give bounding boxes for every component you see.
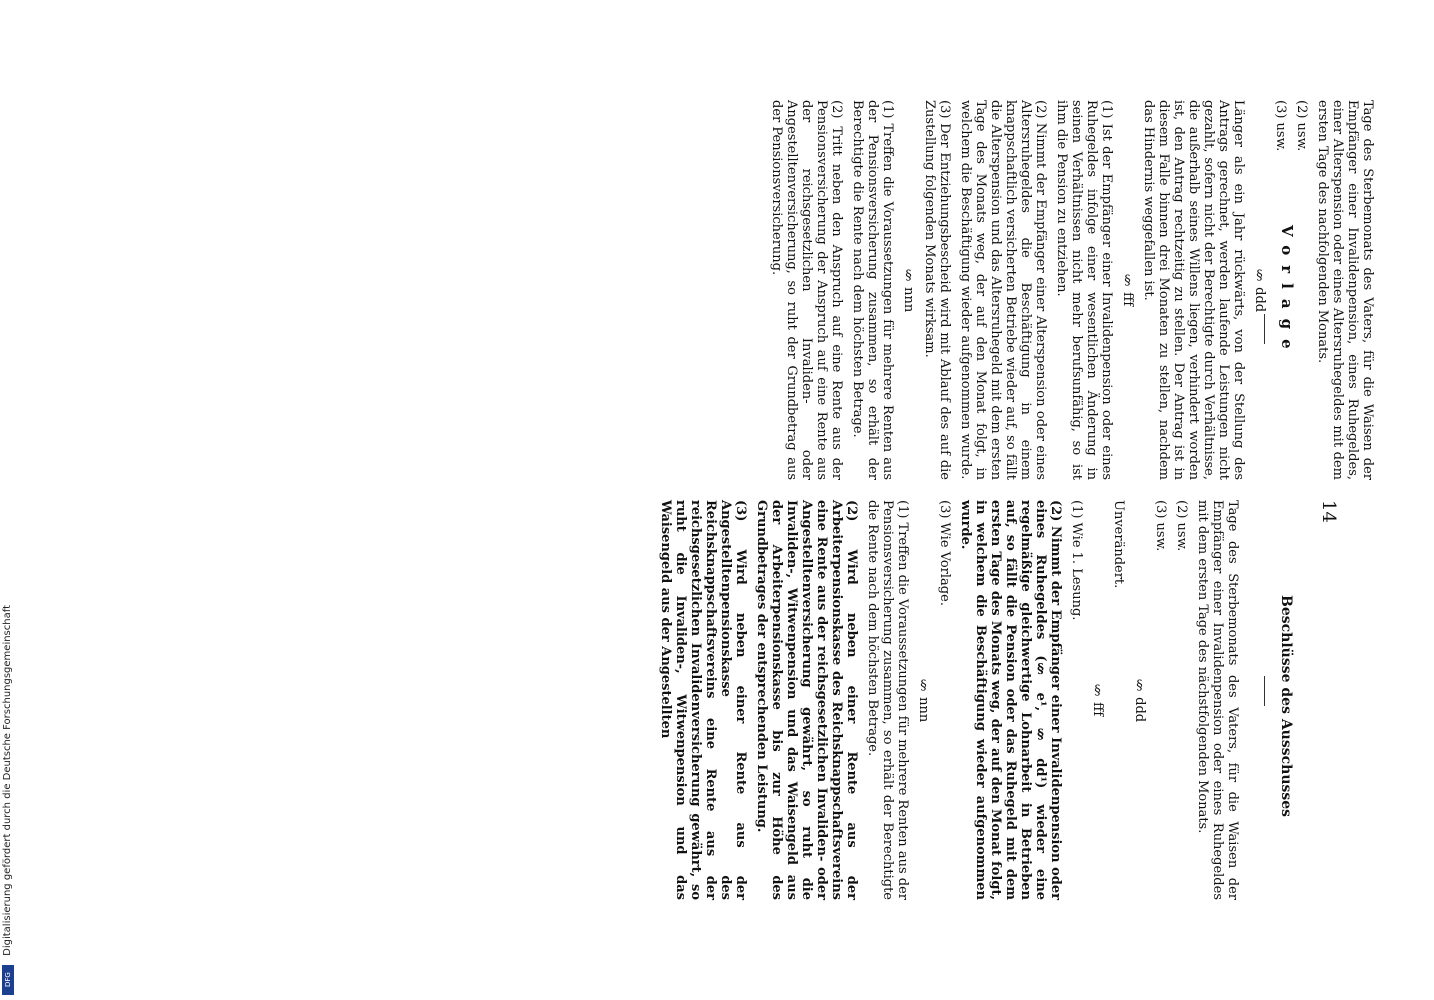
column-heading-beschluesse: Beschlüsse des Ausschusses — [1278, 595, 1294, 818]
paragraph: (2) usw. — [1174, 500, 1189, 552]
paragraph: (2) Tritt neben den Anspruch auf eine Rente aus der Pensionsversicherung der Anspruch auf eine Rente aus der reichsgesetzlichen Invaliden- oder Angestelltenversicherung, so ruht der Grundbetrag aus der Pensionsversicherung. — [769, 100, 844, 480]
document-body — [130, 100, 1375, 900]
column-heading-vorlage: Vorlage — [1278, 225, 1296, 359]
section-heading: § nnn — [901, 267, 916, 313]
vorlage-column — [715, 100, 1375, 480]
paragraph: (1) Ist der Empfänger einer Invalidenpension oder eines Ruhegeldes infolge einer wesentlichen Änderung in seinen Verhältnissen nicht mehr berufsunfähig, so ist ihm die Pension zu entziehen. — [1054, 100, 1114, 480]
paragraph: Unverändert. — [1111, 500, 1126, 589]
paragraph: (3) usw. — [1273, 100, 1288, 152]
paragraph: Tage des Sterbemonats des Vaters, für die Waisen der Empfänger einer Invalidenpension oder eines Ruhegeldes mit dem ersten Tage des nächstfolgenden Monats. — [1195, 500, 1240, 900]
section-heading: § fff — [1120, 273, 1135, 307]
paragraph: (3) usw. — [1153, 500, 1168, 552]
paragraph: (3) Der Entziehungsbescheid wird mit Ablauf des auf die Zustellung folgenden Monats wirksam. — [922, 100, 952, 480]
paragraph: (2) Wird neben einer Rente aus der Arbeiterpensionskasse des Reichsknappschaftsvereins eine Rente aus der reichsgesetzlichen Invaliden- oder Angestelltenversicherung gewährt, so ruht die Invaliden-, Witwenpension und das Waisengeld aus der Arbeiterpensionskasse bis zur Höhe des Grundbetrages der entsprechenden Leistung. — [754, 500, 859, 900]
section-heading: § fff — [1090, 683, 1105, 717]
paragraph: (2) Nimmt der Empfänger einer Invalidenpension oder eines Ruhegeldes (§ e¹, § dd¹) wieder eine regelmäßige gleichwertige Lohnarbeit in Betrieben auf, so fällt die Pension oder das Ruhegeld mit dem ersten Tage des Monats weg, der auf den Monat folgt, in welchem die Beschäftigung wieder aufgenommen wurde. — [958, 500, 1063, 900]
paragraph: (1) Treffen die Voraussetzungen für mehrere Renten aus der Pensionsversicherung zusammen, so erhält der Berechtigte die Rente nach dem höchsten Betrage. — [865, 500, 910, 900]
paragraph: (1) Wie 1. Lesung. — [1069, 500, 1084, 621]
paragraph: (2) Nimmt der Empfänger einer Alterspension oder eines Altersruhegeldes die Beschäftigung in einem knappschaftlich versicherten Betriebe wieder auf, so fällt die Alterspension und das Altersruhegeld mit dem ersten Tage des Monats weg, der auf den Monat folgt, in welchem die Beschäftigung wieder aufgenommen wurde. — [958, 100, 1048, 480]
paragraph: Länger als ein Jahr rückwärts, von der Stellung des Antrags gerechnet, werden laufende Leistungen nicht gezahlt, sofern nicht der Berechtigte durch Verhältnisse, die außerhalb seines Willens liegen, verhindert worden ist, den Antrag rechtzeitig zu stellen. Der Antrag ist in diesem Falle binnen drei Monaten zu stellen, nachdem das Hindernis weggefallen ist. — [1141, 100, 1246, 480]
paragraph: (3) Wird neben einer Rente aus der Angestelltenpensionskasse des Reichsknappschaftsvereins eine Rente aus der reichsgesetzlichen Invalidenversicherung gewährt, so ruht die Invaliden-, Witwenpension und das Waisengeld aus der Angestellten — [658, 500, 748, 900]
footer-credit: Digitalisierung gefördert durch die Deutsche Forschungsgemeinschaft — [2, 605, 13, 956]
paragraph: (3) Wie Vorlage. — [937, 500, 952, 606]
page-number: 14 — [1318, 500, 1339, 523]
section-heading: § nnn — [916, 677, 931, 723]
paragraph: (1) Treffen die Voraussetzungen für mehrere Renten aus der Pensionsversicherung zusammen, so erhält der Berechtigte die Rente nach dem höchsten Betrage. — [850, 100, 895, 480]
beschluesse-column — [130, 500, 1240, 900]
dfg-logo-icon: DFG — [2, 965, 14, 995]
paragraph: (2) usw. — [1294, 100, 1309, 152]
section-heading: § ddd — [1132, 677, 1147, 723]
paragraph: Tage des Sterbemonats des Vaters, für die Waisen der Empfänger einer Invalidenpension, eines Ruhegeldes, einer Alterspension oder eines Altersruhegeldes mit dem ersten Tage des nachfolgenden Monats. — [1315, 100, 1375, 480]
section-heading: § ddd — [1252, 267, 1267, 313]
